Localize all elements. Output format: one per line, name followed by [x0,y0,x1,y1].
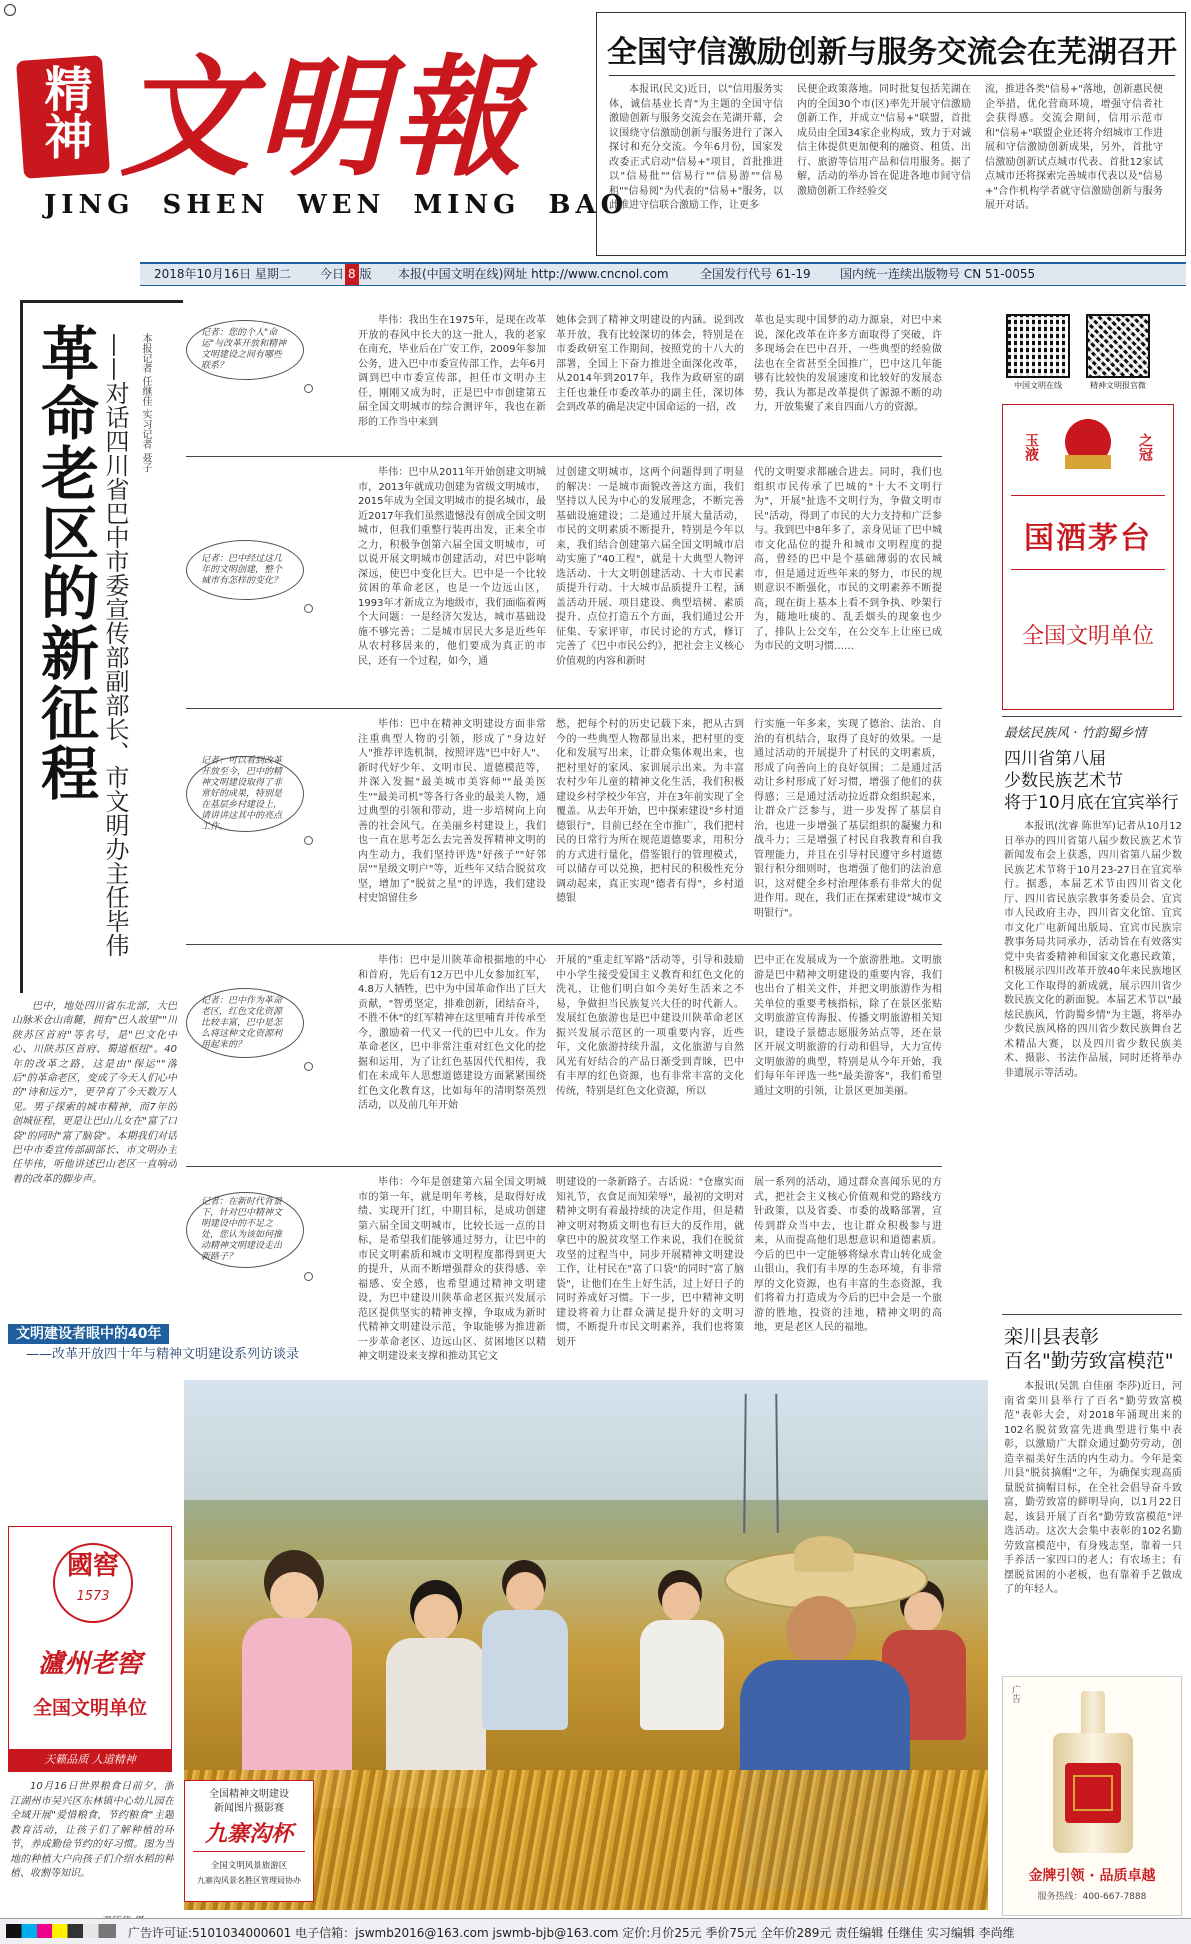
photo-caption: 10月16日世界粮食日前夕，浙江湖州市吴兴区东林镇中心幼儿园在全域开展"爱惜粮食，节约粮食"主题教育活动，让孩子们了解种植的环节，养成勤俭节约的好习惯。图为当地的种植大户向孩子们介绍水稻的种植、收割等知识。 [10,1781,174,1879]
stamp-line1: 全国精神文明建设 [209,1789,289,1800]
story-title-line1: 栾川县表彰 [1004,1326,1100,1348]
ad-brand: 国酒茅台 [1024,521,1152,556]
story-title-line2: 百名"勤劳致富模范" [1004,1350,1174,1372]
top-story-headline: 全国守信激励创新与服务交流会在芜湖召开 [607,35,1177,70]
question-bubble [186,320,304,380]
question-bubble [186,988,304,1058]
page-count-num: 8 [345,264,359,285]
question-bubble [186,540,304,600]
ad-phone: 服务热线：400-667-7888 [1037,1892,1147,1902]
bottle-ad[interactable] [1002,1676,1182,1916]
registration-mark [4,4,16,16]
qr-code-icon[interactable] [1008,316,1068,376]
luzhou-ad[interactable] [8,1526,172,1772]
answer-col1: 毕伟：巴中是川陕革命根据地的中心和首府，先后有12万巴中儿女参加红军，4.8万人牺牲，巴中为中国革命作出了巨大贡献，"智勇坚定，排难创新，团结奋斗，不胜不休"的红军精神在这里哺育并传承至今，激励着一代又一代的巴中儿女。作为革命老区，巴中非常注重对红色文化的挖掘和运用，为了让红色基因代代相传，我们在未成年人思想道德建设方面紧紧围绕红色文化教育这，比如每年的清明祭英烈活动，以及前几年开始 [358,955,546,1111]
right-story-2 [1004,1322,1182,1672]
photo-contest-stamp [184,1780,314,1902]
page-count [320,264,372,285]
lead-title [20,300,183,993]
seal-text: 國窖 [66,1551,119,1581]
lead-story-subtitle: ——对话四川省巴中市委宣传部副部长、市文明办主任毕伟 [101,333,129,957]
moutai-ad[interactable] [1002,404,1174,710]
side-bio: 巴中，地处四川省东北部，大巴山脉米仓山南麓，拥有"巴人故里""川陕苏区首府"等名号，是"巴文化中心、川陕苏区首府、蜀道枢纽"。40年的改革之路，这是由"保运""落后"的革命老区，变成了今天人们心中的"诗和远方"，更孕育了今天数万人见。男子探索的城市精神，而7年的创城征程，更是让巴山儿女在"富了口袋"的同时"富了脑袋"。本期我们对话巴中市委宣传部副部长、市文明办主任毕伟，听他讲述巴山老区一直响动着的改革的脚步声。 [12,1001,177,1185]
qr-block [1002,316,1182,394]
answer-col1: 毕伟：我出生在1975年，是现在改革开放的春风中长大的这一批人，我的老家在南充，毕业后在广安工作，2009年参加公务，进入巴中市委宣传部工作，去年6月调到巴中市委宣传部，担任市文明办主任，刚刚又成为时，正是巴中市创建第五届全国文明城市的综合测评年，我也在新形的工作当中来到 [358,315,546,428]
ad-brand: 瀘州老窖 [37,1649,142,1679]
story-title-line1: 四川省第八届 [1004,749,1106,769]
color-bar [6,1924,116,1938]
seal-text: 精神 [36,64,92,160]
right-story-1 [1004,722,1182,1310]
ad-left-text: 玉液 [1023,433,1039,461]
power-tower [743,1394,779,1533]
question-text: 记者：巴中作为革命老区，红色文化资源比较丰富，巴中是怎么将这种文化资源利用起来的？ [201,995,283,1050]
ad-label: 广告 [1010,1685,1020,1703]
qr-code-icon[interactable] [1088,316,1148,376]
masthead [10,20,629,230]
question-text: 记者：您的个人"命运"与改革开放和精神文明建设之间有哪些联系？ [201,328,287,371]
page-count-prefix: 今日 [320,267,345,281]
answer-col2: 过创建文明城市，这两个问题得到了明显的解决：一是城市面貌改善这方面，我们坚持以人民为中心的发展理念，不断完善基础设施建设；二是通过开展大量活动，市民的文明素质不断提升，特别是今年以来，我们结合创建第六届全国文明城市启动实施了"40工程"，就是十大典型人物评选活动、十大文明创建活动、十大市民素质提升行动、十大城市品质提升工程，涵盖活动开展、项目建设、典型培树、素质提升、点位打造五个方面，我们通过公开征集、专家评审，市民讨论的方式，修订完善了《巴中市民公约》，把社会主义核心价值观的内容和新时 [556,467,744,667]
answer-col2: 开展的"重走红军路"活动等，引导和鼓励中小学生接受爱国主义教育和红色文化的洗礼，让他们明白如今美好生活来之不易，争做担当民族复兴大任的时代新人。发展红色旅游也是巴中建设川陕革命老区振兴发展示范区的一项重要内容，近些年，文化旅游持续升温，文化旅游与自然风光有好结合的产品日渐受到青睐，巴中有丰厚的红色资源，也有非常丰富的文化传统，特别是红色文化资源，所以 [556,955,744,1097]
answer-col1: 毕伟：巴中在精神文明建设方面非常注重典型人物的引领，形成了"身边好人"推荐评选机制，按照评选"巴中好人"、新时代好少年、文明市民、道德模范等，并深入发掘"最美城市美容师""最美医生""最美司机"等各行各业的最美人物，通过典型的引领和带动，进一步培树向上向善的社会风气。在美丽乡村建设上，我们也一直在思考怎么去完善发挥精神文明的内生动力，我们坚持评选"好孩子""好邻居""星级文明户"等，近些年又结合脱贫攻坚，增加了"脱贫之星"的评选，我们建设村史馆留住乡 [358,719,546,904]
question-text: 记者：可以看到改革开放至今，巴中的精神文明建设取得了非常好的成果，特别是在基层乡村建设上，请讲讲这其中的亮点工作。 [201,755,283,832]
guojiao-seal-icon [53,1543,133,1623]
top-story-col2: 民便企政策落地。同时批复包括芜湖在内的全国30个市(区)率先开展守信激励创新工作，并成立"信易+"联盟，首批成员由全国34家企业构成，致力于对诚信主体提供更加便利的融资、租赁、出行、旅游等信用产品和信用服务。据了解，活动的举办旨在促进各地市间守信激励创新工作经验交 [797,84,971,197]
question-bubble [186,756,304,832]
answer-col2: 愁，把每个村的历史记载下来，把从古到今的一些典型人物都显出来，把村里的变化和发展写出来，让群众集体观出来，也把村里好的家风、家训展示出来。为丰富农村少年儿童的精神文化生活，我们积极建设乡村学校少年宫，并在3年前实现了全覆盖。从去年开始，巴中探索建设"乡村道德银行"，目前已经在全市推广，我们把村民的日常行为所在规范道德要求，用积分的方式进行量化，借鉴银行的管理模式，可以储存可以兑换，把村民的积极性充分调动起来，真正实现"德者有得"，乡村道德银 [556,719,744,904]
story-body: 本报讯(吴凯 白佳丽 李莎)近日，河南省栾川县举行了百名"勤劳致富模范"表彰大会，对2018年涌现出来的102名脱贫致富先进典型进行集中表彰，以激励广大群众通过勤劳劳动，创造幸福美好生活的内生动力。今年是栾川县"脱贫摘帽"之年，为确保实现高质量脱贫摘帽目标，在全社会倡导奋斗致富，勤劳致富的鲜明导向，以1月22日起，该县开展了百名"勤劳致富模范"评选活动。这次大会集中表彰的102名勤劳致富模范中，有身残志坚，靠着一只手养活一家四口的老人；有农场主；有摆脱贫困的小老板，也有靠着手艺做成了的年轻人。 [1004,1381,1182,1595]
lead-story-byline: 本报记者 任继佳 实习记者 聂子 [140,333,151,473]
answer-col2: 明建设的一条新路子。古话说："仓廪实而知礼节，衣食足而知荣辱"，最初的文明对精神文明有着最持续的决定作用，但是精神文明对物质文明也有巨大的反作用，就拿巴中的脱贫攻坚工作来说，我们在脱贫攻坚的过程当中，同步开展精神文明建设工作，让村民在"富了口袋"的同时"富了脑袋"，让他们在生上好生活，过上好日子的同时养成好习惯。下一步，巴中精神文明建设将着力让群众满足提升好的文明习惯，不断提升市民文明素养，我们也将策划开 [556,1177,744,1348]
serial-number: 国内统一连续出版物号 CN 51-0055 [840,267,1036,281]
series-title: 文明建设者眼中的40年 [8,1324,169,1344]
answer-col3: 行实施一年多来，实现了德治、法治、自治的有机结合，取得了良好的效果。一是通过活动的开展提升了村民的文明素质，形成了向善向上的良好氛围；二是通过活动让乡村形成了好习惯，增强了他们的获得感；三是通过活动拉近群众组织起来，让群众广泛参与，进一步发挥了基层自治，也进一步增强了基层组织的凝聚力和战斗力；三是增强了村民自我教育和自我管理能力，并且在引导村民遵守乡村道德银行积分细则时，也增强了他们的法治意识，这对健全乡村治理体系有非常大的促进作用。现在，我们正在探索建设"城市文明银行"。 [754,719,942,919]
answer-col3: 展一系列的活动，通过群众喜闻乐见的方式，把社会主义核心价值观和党的路线方针政策，以及省委、市委的战略部署，宣传到群众当中去，也让群众积极参与进来，从而提高他们思想意识和道德素质。今后的巴中一定能够将绿水青山转化成金山银山，我们有丰厚的生态环境，有非常厚的文化资源，也有丰富的生态资源，我们将着力打造成为今后的巴中会是一个旅游的胜地，投资的洼地，精神文明的高地，更是老区人民的福地。 [754,1177,942,1333]
moutai-ribbon [1065,455,1111,469]
question-text: 记者：在新时代背景下，针对巴中精神文明建设中的不足之处，您认为该如何推动精神文明建设走出新路子？ [201,1197,283,1262]
ad-slogan: 金牌引领 · 品质卓越 [1028,1868,1156,1884]
answer-col3: 革也是实现中国梦的动力源泉，对巴中来说，深化改革在许多方面取得了突破，许多现场会在巴中召开，一些典型的经验做法也在全省甚至全国推广，巴中这几年能够有比较快的发展速度和比较好的发展态势，我认为都是改革提供了源源不断的动力，开放集聚了来自四面八方的资源。 [754,315,942,413]
top-story-col3: 流，推进各类"信易+"落地，创新惠民便企举措，优化营商环境，增强守信者社会获得感。交流会期间，信用示范市和"信易+"联盟企业还将介绍城市工作进展和守信激励创新成果，另外，首批守信激励创新试点城市代表、首批12家试点城市还将探索完善城市代表以及"信易+"合作机构学者就守信激励创新与服务展开对话。 [985,84,1163,211]
story-title-line2: 少数民族艺术节 [1004,771,1123,791]
story-body: 本报讯(沈睿 陈世军)记者从10月12日举办的四川省第八届少数民族艺术节新闻发布会上获悉，四川省第八届少数民族艺术节将于10月23-27日在宜宾举行。据悉，本届艺术节由四川省文化厅、四川省民族宗教事务委员会、宜宾市人民政府主办，四川省文化馆、宜宾市文化广电新闻出版局、宜宾市民族宗教事务局共同承办，活动旨在有效落实党中央省委精神和国家文化惠民政策，积极展示四川改革开放40年来民族地区文化工作取得的新成就，展示四川省少数民族文化的新面貌。本届艺术节以"最炫民族风，竹韵蜀乡情"为主题，将举办少数民族风格的四川省少数民族舞台艺术精品大赛，以及四川省少数民族美术、摄影、书法作品展，同时还将举办非遗展示等活动。 [1004,821,1182,1079]
issue-code: 全国发行代号 61-19 [700,267,811,281]
stamp-line2: 新闻图片摄影赛 [214,1803,284,1814]
series-label [8,1324,348,1366]
ad-right-text: 之冠 [1137,433,1153,461]
qr-label: 中国文明在线 [1014,381,1062,390]
answer-col1: 毕伟：今年是创建第六届全国文明城市的第一年，就是明年考核，是取得好成绩、实现开门红，中期目标，是成功创建第六届全国文明城市，比较长远一点的目标，是希望我们能够通过努力，让巴中的市民文明素质和城市文明程度都得到更大的提升，从而不断增强群众的获得感、幸福感、安全感，也希望通过精神文明建设，为巴中建设川陕革命老区振兴发展示范区提供坚实的精神支撑，争取成为新时代精神文明建设示范，争取能够为推进新一步革命老区、边远山区、贫困地区以精神文明建设来支撑和推动其它文 [358,1177,546,1362]
stamp-org2: 九寨沟风景名胜区管理局协办 [197,1876,301,1885]
website: 本报(中国文明在线)网址 http://www.cncnol.com [398,267,669,281]
ad-tagline: 全国文明单位 [32,1697,147,1719]
series-subtitle: ——改革开放四十年与精神文明建设系列访谈录 [26,1347,300,1362]
story-deck: 将于10月底在宜宾举行 [1004,793,1179,813]
ad-slogan: 天籁品质 人道精神 [9,1749,171,1771]
answer-col1: 毕伟：巴中从2011年开始创建文明城市，2013年就成功创建为省级文明城市，2015年成为全国文明城市的提名城市，最近2017年我们虽然遗憾没有创成全国文明城市，但我们重整行装再出发，正来全市之力，积极争创第六届全国文明城市，可以说开展文明城市创建活动，对巴中影响深远，使巴中变化巨大。巴中是一个比较贫困的革命老区，也是一个边远山区，1993年才新成立为地级市，我们面临着两个大问题：一是经济欠发达，城市基础设施不够完善；二是城市居民大多是近些年从农村移居来的，他们要成为真正的市民，还有一个过程，如今，通 [358,467,546,667]
child-figure [472,1560,582,1760]
qr-label: 精神文明报官微 [1090,381,1146,390]
answer-col2: 她体会到了精神文明建设的内涵。说到改革开放，我有比较深切的体会，特别是在市委政研室工作期间，按照党的十八大的部署，全国上下奋力推进全面深化改革，从2014年到2017年，我作为政研室的副主任也兼任市委改革办的副主任，深切体会到改革的确是决定中国命运的一招，改 [556,315,744,413]
stamp-org1: 全国文明风景旅游区 [210,1861,288,1871]
question-bubble [186,1192,304,1268]
answer-col3: 巴中正在发展成为一个旅游胜地。文明旅游是巴中精神文明建设的重要内容，我们也出台了相关文件，并把文明旅游作为相关单位的重要考核指标，除了在景区张贴文明旅游宣传海报、传播文明旅游相关知识，建设子景德志愿服务站点等，还在景区开展文明旅游的行动和倡导，大力宣传文明旅游的典型，特别是从今年开始，我们每年年评选一些"最美游客"，我们希望通过文明的引领，让景区更加美丽。 [754,955,942,1097]
bottle-neck [1081,1691,1105,1735]
top-story-col1: 本报讯(民文)近日，以"信用服务实体，诚信基业长青"为主题的全国守信激励创新与服务交流会在芜湖开幕，会议围绕守信激励创新与服务进行了深入探讨和充分交流。今年6月份，国家发改委正式启动"信易+"项目，首批推进以"信易批""信易行""信易游""信易租""信易阅"为代表的"信易+"服务，以此推进守信联合激励工作，让更多 [609,84,783,211]
question-text: 记者：巴中经过这几年的文明创建，整个城市有怎样的变化？ [201,553,283,586]
seal-year: 1573 [76,1589,110,1604]
stamp-title: 九寨沟杯 [204,1821,293,1847]
footer-text: 广告许可证:5101034000601 电子信箱：jswmb2016@163.com jswmb-bjb@163.com 定价:月价25元 季价75元 全年价289元 责任编辑 任继佳 实习编辑 李尚维 [128,1926,1015,1940]
masthead-title: 文明報 [120,41,529,194]
bottle-body [1053,1733,1133,1853]
dateline-bar [140,262,1186,286]
page-count-suffix: 版 [359,267,372,281]
lead-story-title: 革命老区的新征程 [31,323,99,803]
date: 2018年10月16日 星期二 [154,267,291,281]
story-kicker: 最炫民族风 · 竹韵蜀乡情 [1004,726,1147,741]
ad-tagline: 全国文明单位 [1021,624,1154,649]
answer-col3: 代的文明要求都融合进去。同时，我们也组织市民传承了巴城的"十大不文明行为"，开展"扯选不文明行为，争做文明市民"活动，得到了市民的大力支持和广泛参与。我到巴中8年多了，亲身见证了巴中城市文化品位的提升和城市文明程度的提高，曾经的巴中是个基础薄弱的农民城市，但是通过近些年来的努力，市民的规则意识不断强化，市民的文明素养不断提高，现在街上基本上看不到争执、吵架行为，随地吐痰的、乱丢烟头的现象也少了，排队上公交车，在公交车上让座已成为市民的文明习惯…… [754,467,942,652]
masthead-pinyin: JING SHEN WEN MING BAO [44,190,629,220]
top-story-box [596,12,1186,256]
seal-logo [20,58,110,178]
footer-bar [0,1918,1191,1944]
